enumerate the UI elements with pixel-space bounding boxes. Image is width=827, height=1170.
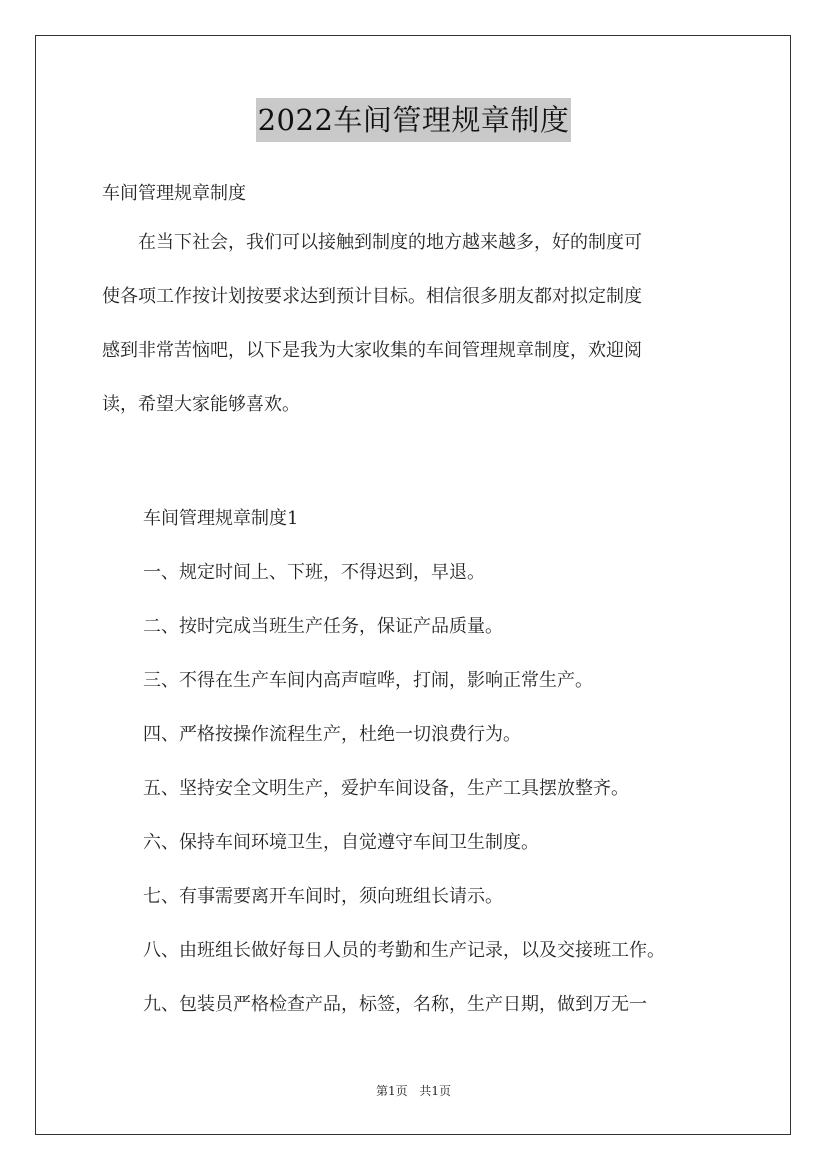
title-wrap	[0, 98, 827, 142]
rule-item-2: 二、按时完成当班生产任务，保证产品质量。	[143, 616, 503, 637]
rule-item-5: 五、坚持安全文明生产，爱护车间设备，生产工具摆放整齐。	[143, 778, 629, 799]
rule-item-9: 九、包装员严格检查产品，标签，名称，生产日期，做到万无一	[143, 994, 647, 1015]
rule-item-7: 七、有事需要离开车间时，须向班组长请示。	[143, 886, 503, 907]
rules-list	[143, 555, 763, 1041]
intro-paragraph	[102, 225, 742, 441]
section-heading: 车间管理规章制度1	[143, 508, 299, 529]
document-title: 2022车间管理规章制度	[256, 98, 572, 142]
rule-item-4: 四、严格按操作流程生产，杜绝一切浪费行为。	[143, 724, 521, 745]
intro-line: 读，希望大家能够喜欢。	[102, 394, 300, 415]
rule-item-8: 八、由班组长做好每日人员的考勤和生产记录，以及交接班工作。	[143, 940, 665, 961]
page-footer	[0, 1082, 827, 1099]
page-number: 第1页	[375, 1084, 408, 1098]
intro-line: 感到非常苦恼吧，以下是我为大家收集的车间管理规章制度，欢迎阅	[102, 340, 642, 361]
rule-item-3: 三、不得在生产车间内高声喧哗，打闹，影响正常生产。	[143, 670, 593, 691]
intro-line: 在当下社会，我们可以接触到制度的地方越来越多，好的制度可	[102, 232, 642, 253]
intro-line: 使各项工作按计划按要求达到预计目标。相信很多朋友都对拟定制度	[102, 286, 642, 307]
rule-item-6: 六、保持车间环境卫生，自觉遵守车间卫生制度。	[143, 832, 539, 853]
page-total: 共1页	[419, 1084, 452, 1098]
rule-item-1: 一、规定时间上、下班，不得迟到，早退。	[143, 562, 485, 583]
document-subtitle: 车间管理规章制度	[102, 183, 246, 204]
